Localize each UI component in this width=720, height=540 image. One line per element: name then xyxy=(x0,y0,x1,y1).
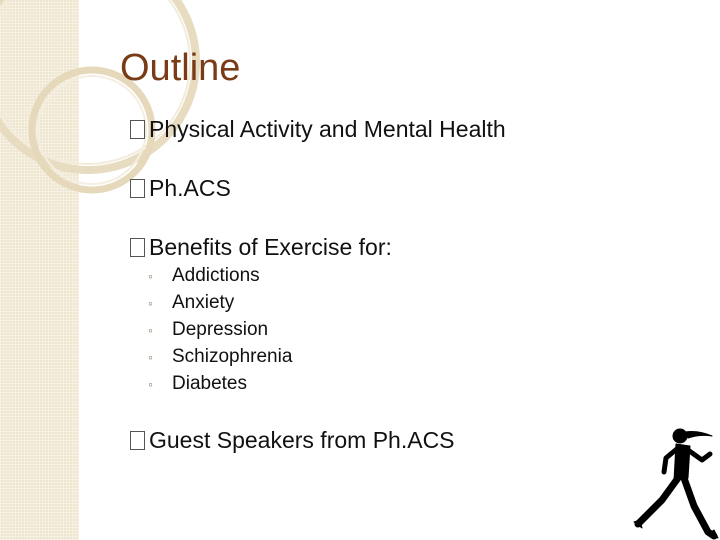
ring-bullet-icon: ◦ xyxy=(148,349,153,365)
bullet-physical-activity xyxy=(130,116,506,142)
square-bullet-icon xyxy=(130,238,145,257)
slide-title: Outline xyxy=(120,47,241,89)
sub-item-text: Anxiety xyxy=(172,292,235,313)
sub-item-text: Diabetes xyxy=(172,373,247,394)
ring-bullet-icon: ◦ xyxy=(148,376,153,392)
bullet-text: Guest Speakers from Ph.ACS xyxy=(149,427,455,453)
bullet-phacs xyxy=(130,175,231,201)
square-bullet-icon xyxy=(130,431,145,450)
ring-bullet-icon: ◦ xyxy=(148,295,153,311)
bullet-guest-speakers xyxy=(130,427,455,453)
sub-item xyxy=(148,319,268,341)
sub-item-text: Depression xyxy=(172,319,269,340)
ring-bullet-icon: ◦ xyxy=(148,268,153,284)
sub-item xyxy=(148,373,247,395)
bullet-text: Physical Activity and Mental Health xyxy=(149,116,506,142)
sub-item xyxy=(148,265,260,287)
sub-item-text: Schizophrenia xyxy=(172,346,293,367)
sub-item-text: Addictions xyxy=(172,265,260,286)
square-bullet-icon xyxy=(130,179,145,198)
sub-item xyxy=(148,346,292,368)
ring-bullet-icon: ◦ xyxy=(148,322,153,338)
bullet-text: Benefits of Exercise for: xyxy=(149,234,392,260)
square-bullet-icon xyxy=(130,120,145,139)
runner-silhouette-icon xyxy=(628,424,720,540)
bullet-benefits xyxy=(130,234,392,260)
sub-item xyxy=(148,292,234,314)
bullet-text: Ph.ACS xyxy=(149,175,231,201)
